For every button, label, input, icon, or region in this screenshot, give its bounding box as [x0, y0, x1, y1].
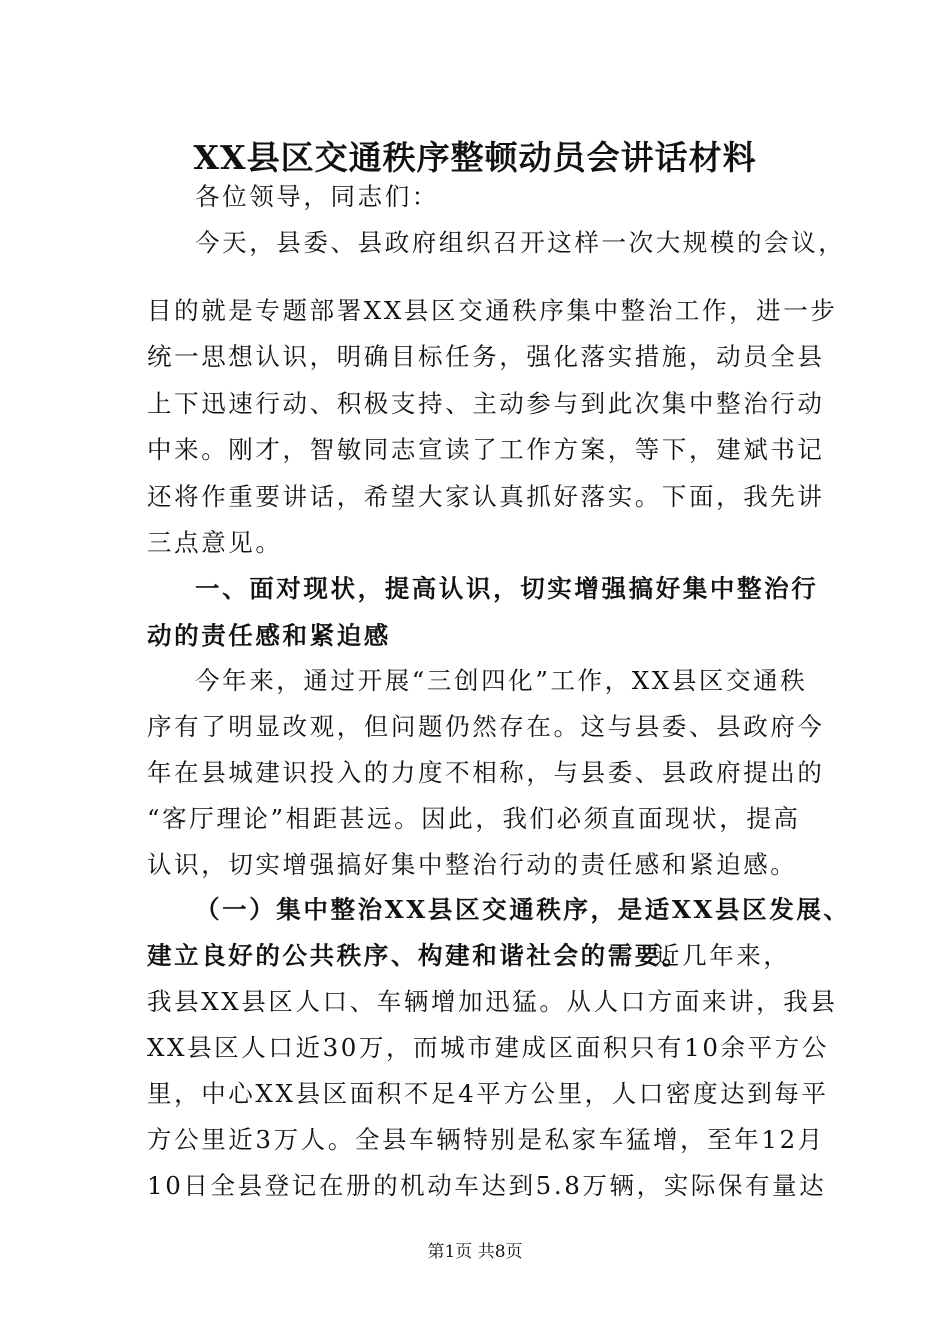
paragraph-line: 我县XX县区人口、车辆增加迅猛。从人口方面来讲，我县 [147, 987, 838, 1016]
salutation: 各位领导，同志们： [195, 182, 439, 211]
paragraph-line: 认识，切实增强搞好集中整治行动的责任感和紧迫感。 [147, 850, 798, 879]
paragraph-line: 方公里近3万人。全县车辆特别是私家车猛增，至年12月 [147, 1125, 825, 1154]
paragraph-line: 10日全县登记在册的机动车达到5.8万辆，实际保有量达 [147, 1171, 827, 1200]
paragraph-line: 年在县城建识投入的力度不相称，与县委、县政府提出的 [147, 758, 825, 787]
paragraph-line: 目的就是专题部署XX县区交通秩序集中整治工作，进一步 [147, 296, 838, 325]
paragraph-line: 还将作重要讲话，希望大家认真抓好落实。下面，我先讲 [147, 482, 825, 511]
section-heading: 动的责任感和紧迫感 [147, 621, 391, 650]
document-title: XX县区交通秩序整顿动员会讲话材料 [193, 138, 757, 177]
paragraph-line: XX县区人口近30万，而城市建成区面积只有10余平方公 [147, 1033, 829, 1062]
paragraph-line: 里，中心XX县区面积不足4平方公里，人口密度达到每平 [147, 1079, 829, 1108]
paragraph-line: 今天，县委、县政府组织召开这样一次大规模的会议， [195, 228, 846, 257]
subsection-heading: （一）集中整治XX县区交通秩序，是适XX县区发展、 [195, 895, 851, 924]
section-heading: 一、面对现状，提高认识，切实增强搞好集中整治行 [195, 574, 819, 603]
paragraph-line: 三点意见。 [147, 528, 283, 557]
paragraph-line: 序有了明显改观，但问题仍然存在。这与县委、县政府今 [147, 712, 825, 741]
paragraph-line: 近几年来， [655, 941, 791, 970]
subsection-heading: 建立良好的公共秩序、构建和谐社会的需要。 [147, 941, 689, 970]
paragraph-line: 今年来，通过开展“三创四化”工作，XX县区交通秩 [195, 666, 808, 695]
page-footer: 第1页 共8页 [427, 1242, 523, 1262]
paragraph-line: “客厅理论”相距甚远。因此，我们必须直面现状，提高 [147, 804, 801, 833]
paragraph-line: 中来。刚才，智敏同志宣读了工作方案，等下，建斌书记 [147, 435, 825, 464]
paragraph-line: 统一思想认识，明确目标任务，强化落实措施，动员全县 [147, 342, 825, 371]
paragraph-line: 上下迅速行动、积极支持、主动参与到此次集中整治行动 [147, 389, 825, 418]
